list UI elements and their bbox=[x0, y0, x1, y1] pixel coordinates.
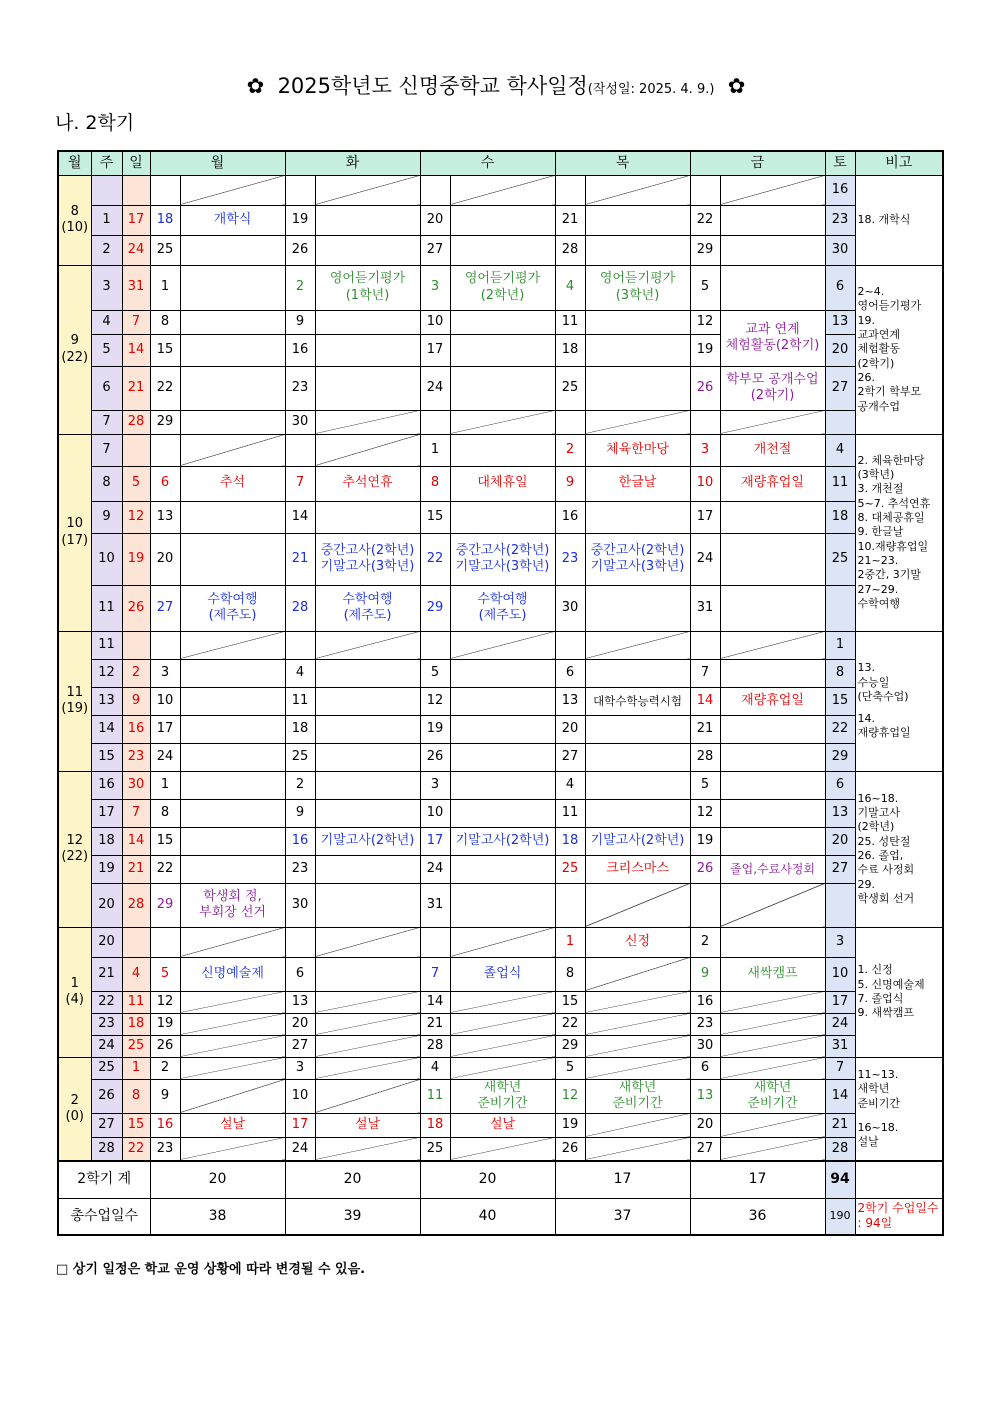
month-cell: 9 (22) bbox=[58, 265, 91, 434]
schedule-table: 월 주 일 월 화 수 목 금 토 비고 8 (10) 16 18. 개학식 1 17 18 개학식 19 20 21 22 23 2 24 25 26 27 28 29 30 9 (22) 3 31 1 2 영어듣기평가 (1학년) 3 영어듣기평가 (2학년) 4 영어듣기평가 (3학년) 5 6 2~4. 영어듣기평가 19. 교과연계 체험활동 (2학기) 26. 2학기 학부모 공개수업 4 7 8 9 10 11 12 교과 연계 체험활동(2학기) 13 5 14 15 16 17 18 19 20 6 21 22 23 24 25 26 학부모 공개수업 (2학기) 27 7 28 29 30 10 (17) 7 1 2 체육한마당 3 개천절 4 2. 체육한마당 (3학년) 3. 개천절 5~7. 추석연휴 8. 대체공휴일 9. 한글날 10.재량휴업일 21~23. 2중간, 3기말 27~29. 수학여행 8 5 6 추석 7 추석연휴 8 대체휴일 9 한글날 10 재량휴업일 11 9 12 13 14 15 16 17 18 10 19 20 21 중간고사(2학년) 기말고사(3학년) 22 중간고사(2학년) 기말고사(3학년) 23 중간고사(2학년) 기말고사(3학년) 24 25 11 26 27 수학여행 (제주도) 28 수학여행 (제주도) 29 수학여행 (제주도) 30 31 11 (19) 11 1 13. 수능일 (단축수업) 14. 재량휴업일 12 2 3 4 5 6 7 8 13 9 10 11 12 13 대학수학능력시험 14 재량휴업일 15 14 16 17 18 19 20 21 22 15 23 24 25 26 27 28 29 12 (22) 16 30 1 2 3 4 5 6 16~18. 기말고사 (2학년) 25. 성탄절 26. 졸업, 수료 사정회 29. 학생회 선거 17 7 8 9 10 11 12 13 18 14 15 16 기말고사(2학년) 17 기말고사(2학년) 18 기말고사(2학년) 19 20 19 21 22 23 24 25 크리스마스 26 졸업,수료사정회 27 20 28 29 학생회 정, 부회장 선거 30 31 1 (4) 20 1 신정 2 3 1. 신정 5. 신명예술제 7. 졸업식 9. 새싹캠프 21 4 5 신명예술제 6 7 졸업식 8 9 새싹캠프 10 22 11 12 13 14 15 16 17 23 18 19 20 21 22 23 24 24 25 26 27 28 29 30 31 2 (0) 25 1 2 3 4 5 6 7 11~13. 새학년 준비기간 16~18. 설날 26 8 9 10 11 새학년 준비기간 12 새학년 준비기간 13 새학년 준비기간 14 27 15 16 설날 17 설날 18 설날 19 20 21 28 22 23 24 25 26 27 28 2학기 계 20 20 20 17 17 94 총수업일수 38 39 40 37 36 190 2학기 수업일수 : 94일 bbox=[57, 150, 944, 1236]
header-row: 월 주 일 월 화 수 목 금 토 비고 bbox=[58, 151, 943, 175]
remarks-jan: 1. 신정 5. 신명예술제 7. 졸업식 9. 새싹캠프 bbox=[855, 927, 943, 1057]
page-title: ✿ 2025학년도 신명중학교 학사일정(작성일: 2025. 4. 9.) ✿ bbox=[246, 74, 746, 98]
month-cell: 11 (19) bbox=[58, 631, 91, 771]
month-cell: 2 (0) bbox=[58, 1057, 91, 1161]
remarks-sep: 2~4. 영어듣기평가 19. 교과연계 체험활동 (2학기) 26. 2학기 학부모 공개수업 bbox=[855, 265, 943, 434]
month-cell: 1 (4) bbox=[58, 927, 91, 1057]
semester-total-row: 2학기 계 20 20 20 17 17 94 bbox=[58, 1161, 943, 1198]
section-heading: 나. 2학기 bbox=[55, 112, 135, 134]
total-days-row: 총수업일수 38 39 40 37 36 190 2학기 수업일수 : 94일 bbox=[58, 1198, 943, 1235]
semester-days-note: 2학기 수업일수 : 94일 bbox=[855, 1198, 943, 1235]
month-cell: 8 (10) bbox=[58, 175, 91, 265]
title-main: 2025학년도 신명중학교 학사일정 bbox=[277, 74, 588, 98]
month-cell: 12 (22) bbox=[58, 771, 91, 927]
remarks-feb: 11~13. 새학년 준비기간 16~18. 설날 bbox=[855, 1057, 943, 1161]
month-cell: 10 (17) bbox=[58, 434, 91, 631]
footer-note: □ 상기 일정은 학교 운영 상황에 따라 변경될 수 있음. bbox=[56, 1262, 366, 1277]
remarks-nov: 13. 수능일 (단축수업) 14. 재량휴업일 bbox=[855, 631, 943, 771]
remarks-dec: 16~18. 기말고사 (2학년) 25. 성탄절 26. 졸업, 수료 사정회 29. 학생회 선거 bbox=[855, 771, 943, 927]
title-sub: (작성일: 2025. 4. 9.) bbox=[587, 82, 715, 97]
remarks-aug: 18. 개학식 bbox=[855, 175, 943, 265]
remarks-oct: 2. 체육한마당 (3학년) 3. 개천절 5~7. 추석연휴 8. 대체공휴일 9. 한글날 10.재량휴업일 21~23. 2중간, 3기말 27~29. 수학여행 bbox=[855, 434, 943, 631]
